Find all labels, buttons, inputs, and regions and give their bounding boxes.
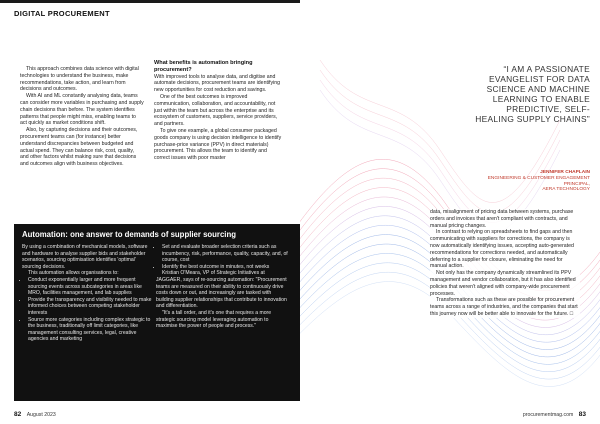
box-paragraph: "It's a tall order, and it's one that requires a more strategic sourcing model leveraging automation to maximise the power of people and process." — [156, 309, 272, 330]
box-lead: This automation allows organisations to: — [28, 270, 119, 277]
left-footer — [14, 411, 56, 418]
right-column — [430, 209, 580, 318]
bullet: • Conduct exponentially larger and more frequent sourcing events across subcategories in areas like MRO, facilities management, and lab supplies — [28, 277, 152, 297]
byline-company: AERA TECHNOLOGY — [542, 187, 590, 193]
paragraph: Transformations such as these are possible for procurement teams across a range of industries, and the companies that start this journey now will be better able to innovate for the future. □ — [430, 297, 578, 317]
paragraph: With AI and ML constantly analysing data, teams can consider more variables in purchasing and supply chain decisions than before. The system identifies patterns that people might miss, enabling teams to act quickly as market conditions shift. — [20, 93, 144, 127]
subheading: What benefits is automation bringing procurement? — [154, 60, 253, 73]
bullet: • Source more categories including complex strategic to the business, traditionally off limit categories, like management consulting services, legal, creative agencies and marketing — [28, 317, 152, 343]
paragraph: One of the best outcomes is improved communication, collaboration, and accountability, not just within the team but across the enterprise and its ecosystem of customers, suppliers, service providers, and partners. — [154, 93, 278, 128]
box-intro: By using a combination of mechanical models, software and hardware to analyse supplier bids and stakeholder scenarios, sourcing optimisation identifies 'optimal' sourcing decisions. — [22, 244, 148, 270]
paragraph: Also, by capturing decisions and their outcomes, procurement teams can (for instance) better understand discrepancies between budgeted and actual spend. They can balance risk, cost, quality, and other factors whilst making sure that decisions and outcomes align with business objectives. — [20, 127, 138, 168]
pull-quote: “I AM A PASSIONATE EVANGELIST FOR DATA SCIENCE AND MACHINE LEARNING TO ENABLE PREDICTIVE, SELF-HEALING SUPPLY CHAINS” — [475, 64, 590, 124]
paragraph: This approach combines data science with digital technologies to understand the business, make recommendations, take action, and learn from decisions and outcomes. — [20, 66, 139, 93]
box-bullets-right — [156, 244, 288, 270]
page-number: 83 — [578, 411, 586, 418]
paragraph: data, misalignment of pricing data between systems, purchase orders and invoices that aren't compliant with contracts, and manual pricing changes. — [430, 209, 574, 229]
byline-name: JENNIFER CHAPLAIN — [540, 170, 590, 175]
box-column-1 — [22, 244, 152, 343]
sidebar-box — [14, 224, 300, 401]
section-header: DIGITAL PROCUREMENT — [14, 9, 110, 18]
quote-byline — [475, 170, 590, 193]
column-2 — [154, 60, 282, 162]
column-1 — [20, 66, 144, 168]
bullet: • Provide the transparency and visibility needed to make informed choices between competing stakeholder interests — [28, 297, 152, 317]
paragraph: In contrast to relying on spreadsheets to find gaps and then communicating with suppliers for corrections, the company is now automatically identifying issues, accepting auto-generated recommendations for corrections needed, and automatically deferring to a supplier for closure, eliminating the need for manual action. — [430, 229, 574, 270]
site-url[interactable]: procurementmag.com — [522, 412, 574, 418]
issue-date: August 2023 — [26, 412, 56, 418]
box-column-2 — [156, 244, 288, 330]
page-number: 82 — [14, 411, 22, 418]
box-title: Automation: one answer to demands of supplier sourcing — [22, 230, 236, 239]
paragraph: Not only has the company dynamically streamlined its PPV management and vendor collaboration, but it has also identified policies that weren't aligned with company-wide procurement processes. — [430, 270, 576, 297]
byline-title: ENGINEERING & CUSTOMER ENGAGEMENT PRINCIPAL, — [487, 175, 590, 187]
bullet: • Set and evaluate broader selection criteria such as incumbency, risk, performance, quality, capacity, and, of course, cost — [162, 244, 288, 264]
box-paragraph: Kristian O'Meara, VP of Strategic Initiatives at JAGGAER, says of re-sourcing automation: "Procurement teams are measured on their ability to continuously drive costs down or out, and increasingly are tasked with building supplier relationships that contribute to innovation and differentiation. — [156, 270, 287, 310]
right-footer — [523, 411, 586, 418]
bullet: • Identify the best outcome in minutes, not weeks — [162, 264, 288, 271]
right-page — [300, 0, 600, 424]
paragraph: To give one example, a global consumer packaged goods company is using decision intelligence to identify purchase-price variance (PPV) in direct materials) procurement. This allows the team to identify and correct issues with poor master — [154, 127, 282, 162]
top-rule — [0, 0, 300, 3]
box-bullets-left — [22, 277, 152, 343]
paragraph: With improved tools to analyse data, and digitise and automate decisions, procurement teams are identifying new opportunities for cost reduction and savings. — [154, 73, 281, 94]
